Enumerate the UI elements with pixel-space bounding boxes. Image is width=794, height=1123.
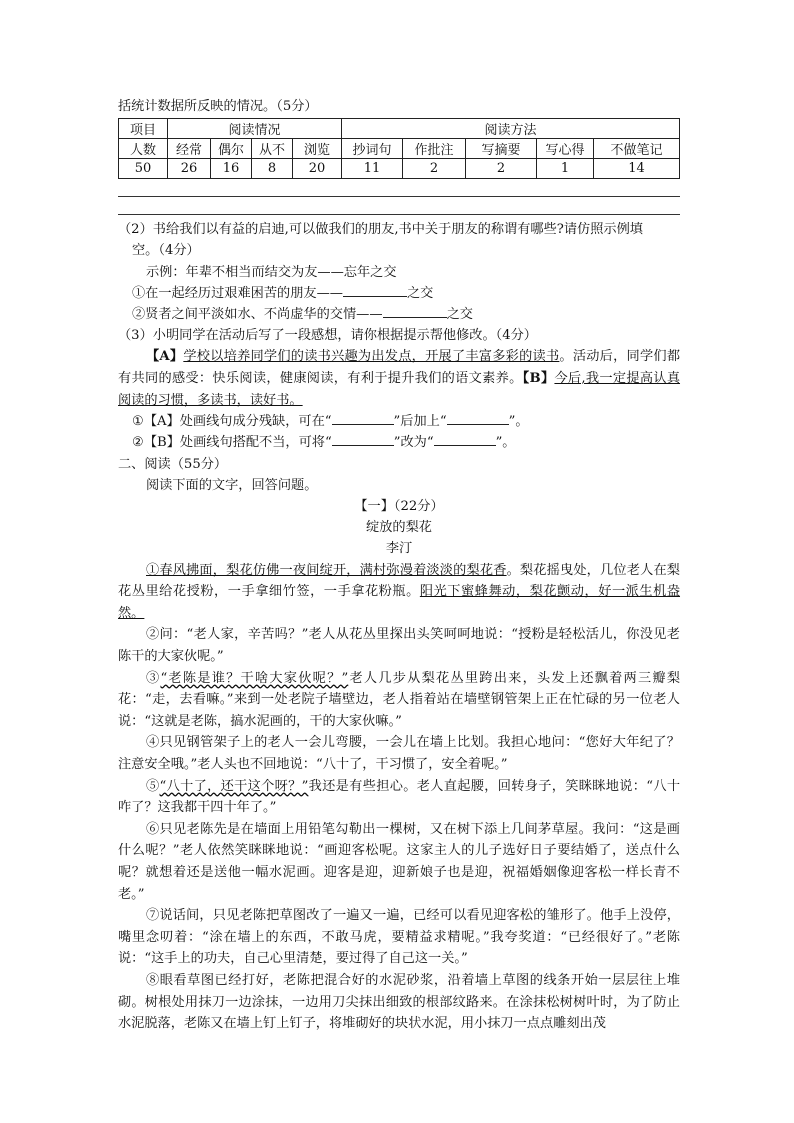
fill-blank[interactable] [447,412,509,425]
table-row [119,139,680,159]
answer-line[interactable] [118,197,680,215]
table-cell: 人数 [119,139,168,159]
table-cell: 从不 [252,139,293,159]
q3-fix-2: ②【B】处画线句搭配不当，可将“ ”改为“ ”。 [132,435,516,451]
table-cell: 抄词句 [342,139,403,159]
fill-blank[interactable] [434,433,496,446]
table-cell: 不做笔记 [594,139,680,159]
table-cell: 14 [594,159,680,179]
table-cell: 11 [342,159,403,179]
table-cell: 偶尔 [211,139,252,159]
story-paragraph-4: ④只见钢管架子上的老人一会儿弯腰，一会儿在墙上比划。我担心地问：“您好大年纪了？注意安全哦。”老人头也不回地说：“八十了，干习惯了，安全着呢。” [118,735,680,772]
sentence-b-underlined: 今后,我一定提高认真阅读的习惯，多读书，读好书。 [118,371,681,408]
q3-prompt: （3）小明同学在活动后写了一段感想，请你根据提示帮他修改。（4分） [118,328,537,344]
table-cell: 阅读方法 [342,119,680,139]
table-cell: 1 [537,159,594,179]
table-cell: 浏览 [293,139,342,159]
answer-line[interactable] [118,179,680,197]
table-cell: 项目 [119,119,168,139]
table-cell: 写摘要 [466,139,537,159]
table-cell: 2 [403,159,466,179]
q2-item-2: ②贤者之间平淡如水、不尚虚华的交情—— 之交 [132,307,473,323]
q3-passage: 【A】学校以培养同学们的读书兴趣为出发点，开展了丰富多彩的读书。活动后，同学们都有共同的感受：快乐阅读，健康阅读，有利于提升我们的语文素养。【B】今后,我一定提高认真阅读的习惯，多读书，读好书。 [118,349,681,408]
q2-prompt-cont: 空。（4分） [132,243,200,259]
table-cell: 8 [252,159,293,179]
table-cell: 经常 [168,139,211,159]
reading-survey-table [118,118,680,179]
table-row [119,159,680,179]
q3-fix-1: ①【A】处画线句成分残缺，可在“ ”后加上“ ”。 [132,414,529,430]
story-paragraph-3: ③“老陈是谁？干啥大家伙呢？”老人几步从梨花丛里跨出来，头发上还飘着两三瓣梨花：“走，去看嘛。”来到一处老院子墙壁边，老人指着站在墙壁钢管架上正在忙碌的另一位老人说：“这就是老陈，搞水泥画的，干的大家伙嘛。” [118,670,681,729]
story-paragraph-6: ⑥只见老陈先是在墙面上用铅笔勾勒出一棵树，又在树下添上几间茅草屋。我问：“这是画什么呢？”老人依然笑眯眯地说：“画迎客松呢。这家主人的儿子选好日子要结婚了，送点什么呢？就想着还是送他一幅水泥画。迎客是迎，迎新娘子也是迎，祝福婚姻像迎客松一样长青不老。” [118,821,680,902]
table-row [119,119,680,139]
story-paragraph-5: ⑤“八十了，还干这个呀？”我还是有些担心。老人直起腰，回转身子，笑眯眯地说：“八十咋了？这我都干四十年了。” [118,778,681,816]
table-cell: 26 [168,159,211,179]
fill-blank[interactable] [383,305,447,318]
table-cell: 写心得 [537,139,594,159]
sentence-a-underlined: 学校以培养同学们的读书兴趣为出发点，开展了丰富多彩的读书 [183,349,560,365]
q2-item-1: ①在一起经历过艰难困苦的朋友—— 之交 [132,285,434,301]
table-cell: 作批注 [403,139,466,159]
story-author: 李汀 [385,541,413,557]
table-cell: 50 [119,159,168,179]
table-cell: 2 [466,159,537,179]
question-intro: 括统计数据所反映的情况。（5分） [118,99,318,114]
story-paragraph-2: ②问：“老人家，辛苦吗？”老人从花丛里探出头笑呵呵地说：“授粉是轻松活儿，你没见老陈干的大家伙呢。” [118,627,680,664]
fill-blank[interactable] [343,284,407,297]
q2-prompt: （2）书给我们以有益的启迪,可以做我们的朋友,书中关于朋友的称谓有哪些?请仿照示例填 [118,222,643,238]
part-label: 【一】（22分） [354,499,444,515]
story-paragraph-7: ⑦说话间，只见老陈把草图改了一遍又一遍，已经可以看见迎客松的雏形了。他手上没停，嘴里念叨着：“涂在墙上的东西，不敢马虎，要精益求精呢。”我夸奖道：“已经很好了。”老陈说：“这手上的功夫，自己心里清楚，要过得了自己这一关。” [118,908,680,967]
table-cell: 16 [211,159,252,179]
fill-blank[interactable] [332,433,394,446]
story-paragraph-1: ①春风拂面，梨花仿佛一夜间绽开，满村弥漫着淡淡的梨花香。梨花摇曳处，几位老人在梨花丛里给花授粉，一手拿细竹签，一手拿花粉瓶。阳光下蜜蜂舞动，梨花颤动，好一派生机盎然。 [118,562,681,621]
table-cell: 20 [293,159,342,179]
story-paragraph-8: ⑧眼看草图已经打好，老陈把混合好的水泥砂浆，沿着墙上草图的线条开始一层层往上堆砌。树根处用抹刀一边涂抹，一边用刀尖抹出细致的根部纹路来。在涂抹松树树叶时，为了防止水泥脱落，老陈又在墙上钉上钉子，将堆砌好的块状水泥，用小抹刀一点点雕刻出茂 [118,972,680,1032]
q2-example: 示例：年辈不相当而结交为友——忘年之交 [146,264,397,280]
fill-blank[interactable] [332,412,394,425]
section-instruction: 阅读下面的文字，回答问题。 [146,477,318,493]
document-page [118,96,680,1035]
story-title: 绽放的梨花 [366,520,432,536]
table-cell: 阅读情况 [168,119,342,139]
section-heading: 二、阅读（55分） [118,456,228,472]
